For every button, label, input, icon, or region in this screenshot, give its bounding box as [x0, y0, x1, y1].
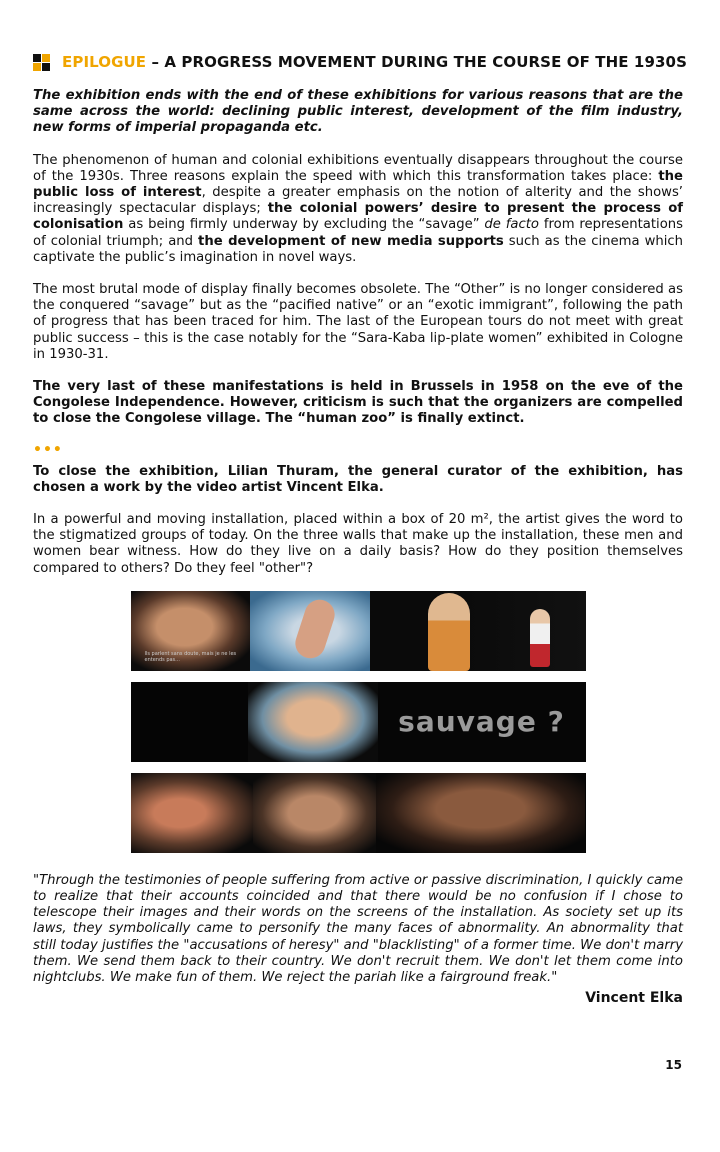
section-divider: ••• — [33, 441, 63, 458]
image-gallery — [131, 591, 586, 853]
artist-quote: "Through the testimonies of people suffering from active or passive discrimination, I quickly came to realize that their accounts coincided and that there would be no confusion if I chose to telescope their images and their words on the screens of the installation. As society set up its laws, they symbolically came to personify the many faces of abnormality. An abnormality that still today justifies the "accusations of heresy" and "blacklisting" of a former time. We don't marry them. We send them back to their country. We don't recruit them. We don't let them come into nightclubs. We make fun of them. We reject the pariah like a fairground freak." — [33, 872, 683, 986]
text-span: such as the cinema which captivate the public’s imagination in novel ways. — [33, 233, 683, 265]
bold-span: the colonial powers’ desire to present the process of colonisation — [33, 201, 683, 233]
closing-paragraph: To close the exhibition, Lilian Thuram, the general curator of the exhibition, has chosen a work by the video artist Vincent Elka. — [33, 463, 683, 495]
page-number: 15 — [665, 1058, 682, 1072]
paragraph-obsolete: The most brutal mode of display finally becomes obsolete. The “Other” is no longer considered as the conquered “savage” but as the “pacified native” or an “exotic immigrant”, following the path of progress that has been traced for him. The last of the European tours do not meet with great public success – this is the case notably for the “Sara-Kaba lip-plate women” exhibited in Cologne in 1930-31. — [33, 282, 683, 362]
hand-image — [250, 591, 370, 671]
italic-span: de facto — [484, 217, 539, 233]
figures-image — [370, 591, 586, 671]
paragraph-reasons — [33, 153, 683, 266]
text-span: from representations of colonial triumph; and — [33, 217, 683, 249]
paragraph-installation: In a powerful and moving installation, placed within a box of 20 m², the artist gives the word to the stigmatized groups of today. On the three walls that make up the installation, these men and women bear witness. How do they live on a daily basis? How do they position themselves compared to others? Do they feel "other"? — [33, 512, 683, 576]
text-span: , despite a greater emphasis on the notion of alterity and the shows’ increasingly spectacular displays; — [33, 185, 684, 217]
logo-icon — [33, 54, 50, 71]
image-caption: Ils parlent sans doute, mais je ne les entends pas... — [144, 650, 237, 663]
portrait-image — [248, 682, 378, 762]
text-span: as being firmly underway by excluding the “savage” — [123, 217, 485, 233]
intro-paragraph: The exhibition ends with the end of these exhibitions for various reasons that are the same across the world: declining public interest, development of the film industry, new forms of imperial propaganda etc. — [33, 88, 683, 136]
section-header — [33, 50, 687, 74]
hands-image — [131, 773, 254, 853]
dark-panel — [131, 682, 248, 762]
page-title — [62, 53, 687, 71]
text-span: The phenomenon of human and colonial exhibitions eventually disappears throughout the course of the 1930s. Three reasons explain the speed with which this transformation takes place: — [33, 152, 683, 184]
image-strip-3 — [131, 773, 586, 853]
kiss-image — [253, 773, 376, 853]
title-accent: EPILOGUE — [62, 53, 147, 71]
title-rest: – A PROGRESS MOVEMENT DURING THE COURSE OF THE 1930S — [146, 53, 687, 71]
paragraph-brussels: The very last of these manifestations is held in Brussels in 1958 on the eve of the Congolese Independence. However, criticism is such that the organizers are compelled to close the Congolese village. The “human zoo” is finally extinct. — [33, 379, 683, 427]
image-strip-2 — [131, 682, 586, 762]
bold-span: the public loss of interest — [33, 168, 683, 201]
bold-span: the development of new media supports — [198, 233, 504, 249]
page-content — [33, 50, 687, 1007]
portrait-image — [131, 591, 251, 671]
image-strip-1 — [131, 591, 586, 671]
portrait-image — [376, 773, 585, 853]
quote-author: Vincent Elka — [585, 990, 683, 1007]
overlay-word: sauvage ? — [398, 705, 565, 739]
overlay-text-panel — [378, 682, 586, 762]
